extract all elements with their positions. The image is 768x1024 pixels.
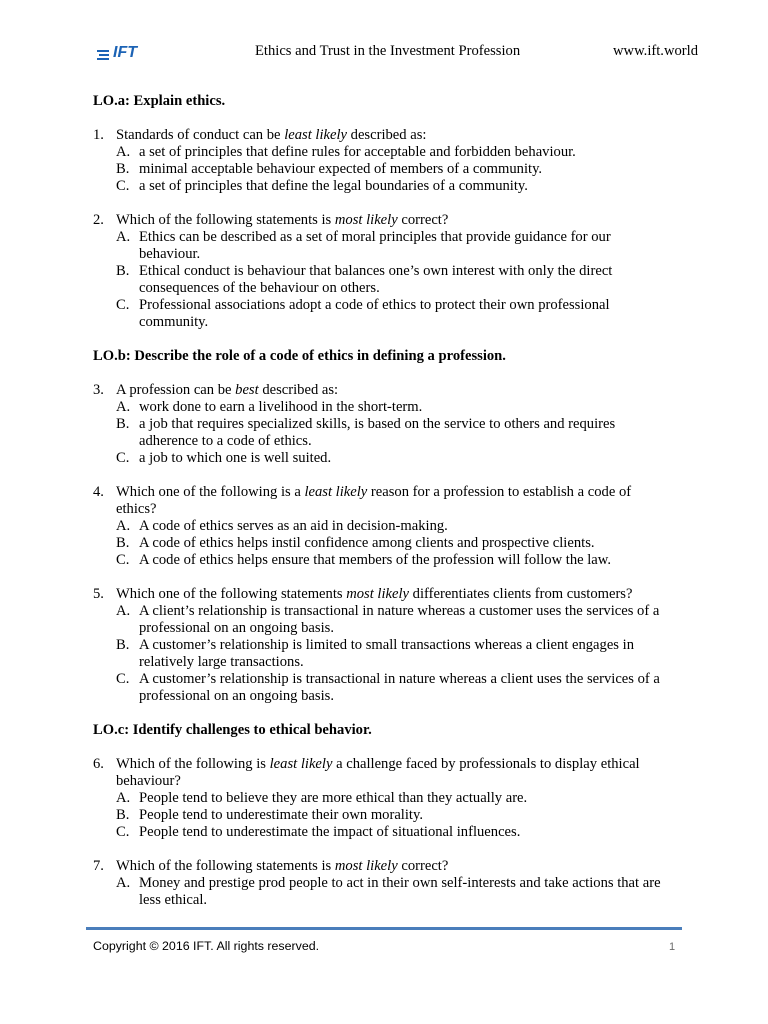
answer-options xyxy=(116,875,673,909)
stem-text: Which of the following statements is xyxy=(116,858,335,874)
answer-options xyxy=(116,518,673,569)
option-letter: B. xyxy=(116,807,130,823)
question-stem xyxy=(116,484,673,518)
option-text: A client’s relationship is transactional in nature whereas a customer uses the services of a professional on an ongoing basis. xyxy=(139,603,660,636)
stem-text: Standards of conduct can be xyxy=(116,127,285,143)
question-stem xyxy=(116,858,673,875)
stem-emphasis: best xyxy=(235,382,259,398)
option-text: a set of principles that define rules for acceptable and forbidden behaviour. xyxy=(139,144,576,160)
answer-option xyxy=(116,824,673,841)
answer-option xyxy=(116,790,673,807)
answer-options xyxy=(116,144,673,195)
footer-divider xyxy=(86,927,682,930)
question-item xyxy=(93,858,673,909)
logo-bar xyxy=(99,54,109,56)
stem-emphasis: most likely xyxy=(346,586,410,602)
question-number: 3. xyxy=(93,382,104,398)
logo-bar xyxy=(97,50,109,52)
question-stem xyxy=(116,586,673,603)
stem-emphasis: least likely xyxy=(304,484,368,500)
question-number: 2. xyxy=(93,212,104,228)
option-text: Ethics can be described as a set of moral principles that provide guidance for our behaviour. xyxy=(139,229,611,262)
document-body xyxy=(93,93,673,926)
answer-options xyxy=(116,399,673,467)
option-letter: C. xyxy=(116,824,130,840)
answer-option xyxy=(116,807,673,824)
stem-emphasis: least likely xyxy=(284,127,347,143)
question-item xyxy=(93,382,673,467)
stem-text: Which of the following statements is xyxy=(116,212,335,228)
option-text: A customer’s relationship is transactional in nature whereas a client uses the services of a professional on an ongoing basis. xyxy=(139,671,660,704)
answer-option xyxy=(116,416,673,450)
answer-option xyxy=(116,178,673,195)
question-item xyxy=(93,484,673,569)
option-text: Ethical conduct is behaviour that balances one’s own interest with only the direct consequences of the behaviour on others. xyxy=(139,263,613,296)
answer-option xyxy=(116,263,673,297)
option-letter: C. xyxy=(116,178,130,194)
option-text: Money and prestige prod people to act in their own self-interests and take actions that are less ethical. xyxy=(139,875,661,908)
answer-option xyxy=(116,161,673,178)
stem-text: Which of the following is xyxy=(116,756,270,772)
answer-option xyxy=(116,535,673,552)
option-text: A customer’s relationship is limited to small transactions whereas a client engages in relatively large transactions. xyxy=(139,637,634,670)
option-text: minimal acceptable behaviour expected of members of a community. xyxy=(139,161,543,177)
header-title: Ethics and Trust in the Investment Profession xyxy=(255,43,521,59)
answer-option xyxy=(116,552,673,569)
question-stem xyxy=(116,212,673,229)
option-letter: A. xyxy=(116,144,131,160)
question-number: 4. xyxy=(93,484,104,500)
option-text: A code of ethics helps ensure that members of the profession will follow the law. xyxy=(139,552,612,568)
option-letter: B. xyxy=(116,637,130,653)
option-text: People tend to underestimate the impact of situational influences. xyxy=(139,824,521,840)
answer-option xyxy=(116,229,673,263)
stem-text: correct? xyxy=(397,212,449,228)
option-letter: A. xyxy=(116,790,131,806)
answer-option xyxy=(116,671,673,705)
option-text: People tend to believe they are more ethical than they actually are. xyxy=(139,790,528,806)
answer-options xyxy=(116,603,673,705)
question-number: 1. xyxy=(93,127,104,143)
option-letter: B. xyxy=(116,535,130,551)
option-letter: A. xyxy=(116,518,131,534)
option-letter: B. xyxy=(116,416,130,432)
option-letter: C. xyxy=(116,552,130,568)
option-text: A code of ethics helps instil confidence among clients and prospective clients. xyxy=(139,535,595,551)
stem-text: reason for a profession to establish a code of ethics? xyxy=(116,484,632,517)
logo-text: IFT xyxy=(113,44,137,61)
option-letter: A. xyxy=(116,875,131,891)
question-stem xyxy=(116,127,673,144)
question-number: 5. xyxy=(93,586,104,602)
stem-emphasis: least likely xyxy=(269,756,333,772)
answer-option xyxy=(116,603,673,637)
stem-text: a challenge faced by professionals to display ethical behaviour? xyxy=(116,756,640,789)
option-letter: C. xyxy=(116,671,130,687)
page-number: 1 xyxy=(669,941,676,953)
question-stem xyxy=(116,382,673,399)
answer-options xyxy=(116,229,673,331)
option-text: People tend to underestimate their own morality. xyxy=(139,807,423,823)
stem-emphasis: most likely xyxy=(334,858,398,874)
section-heading: LO.a: Explain ethics. xyxy=(93,93,226,109)
footer-copyright: Copyright © 2016 IFT. All rights reserved. xyxy=(93,939,320,953)
option-text: a set of principles that define the legal boundaries of a community. xyxy=(139,178,528,194)
answer-option xyxy=(116,875,673,909)
stem-text: A profession can be xyxy=(116,382,236,398)
answer-option xyxy=(116,144,673,161)
answer-option xyxy=(116,297,673,331)
stem-text: differentiates clients from customers? xyxy=(409,586,633,602)
ift-logo xyxy=(97,46,151,62)
question-number: 7. xyxy=(93,858,104,874)
question-number: 6. xyxy=(93,756,104,772)
logo-bar xyxy=(97,58,109,60)
answer-option xyxy=(116,399,673,416)
question-item xyxy=(93,586,673,705)
option-text: work done to earn a livelihood in the short-term. xyxy=(139,399,423,415)
stem-text: Which one of the following statements xyxy=(116,586,347,602)
stem-text: correct? xyxy=(397,858,449,874)
question-item xyxy=(93,756,673,841)
option-letter: A. xyxy=(116,603,131,619)
question-item xyxy=(93,127,673,195)
header-url: www.ift.world xyxy=(613,43,698,59)
option-letter: C. xyxy=(116,450,130,466)
answer-option xyxy=(116,518,673,535)
question-stem xyxy=(116,756,673,790)
stem-text: Which one of the following is a xyxy=(116,484,305,500)
option-text: a job that requires specialized skills, is based on the service to others and requires adherence to a code of ethics. xyxy=(139,416,616,449)
option-letter: C. xyxy=(116,297,130,313)
option-letter: A. xyxy=(116,399,131,415)
answer-option xyxy=(116,637,673,671)
option-letter: B. xyxy=(116,263,130,279)
section-heading: LO.c: Identify challenges to ethical behavior. xyxy=(93,722,372,738)
option-text: Professional associations adopt a code of ethics to protect their own professional community. xyxy=(139,297,610,330)
stem-text: described as: xyxy=(258,382,339,398)
answer-option xyxy=(116,450,673,467)
option-text: A code of ethics serves as an aid in decision-making. xyxy=(139,518,448,534)
option-letter: A. xyxy=(116,229,131,245)
section-heading: LO.b: Describe the role of a code of ethics in defining a profession. xyxy=(93,348,506,364)
question-item xyxy=(93,212,673,331)
answer-options xyxy=(116,790,673,841)
stem-text: described as: xyxy=(347,127,427,143)
page-header xyxy=(97,42,699,64)
option-letter: B. xyxy=(116,161,130,177)
option-text: a job to which one is well suited. xyxy=(139,450,332,466)
stem-emphasis: most likely xyxy=(334,212,398,228)
